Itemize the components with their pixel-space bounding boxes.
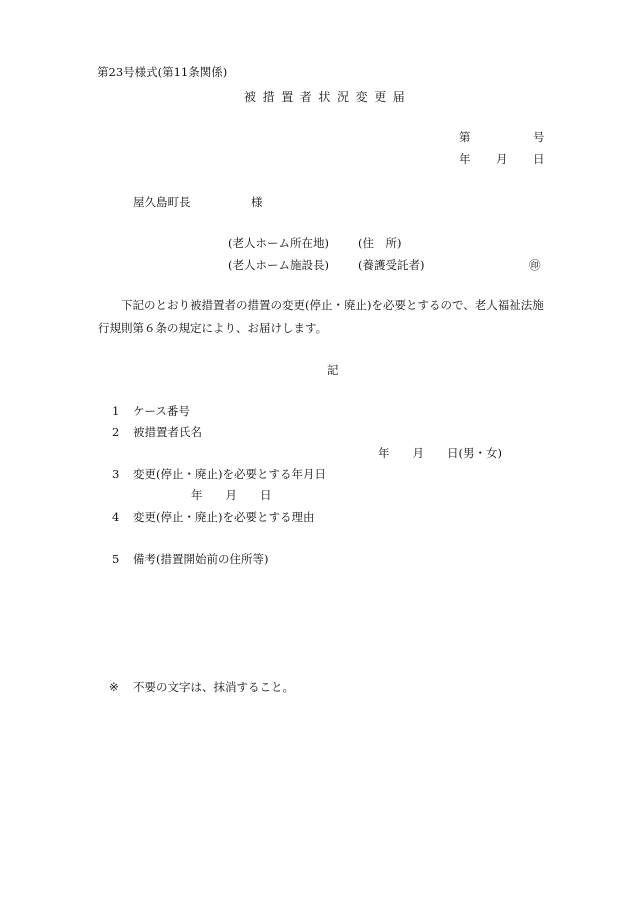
body-line-1: 下記のとおり被措置者の措置の変更(停止・廃止)を必要とするので、老人福祉法施: [121, 298, 544, 312]
address-label: (住 所): [358, 236, 402, 250]
date-day: 日: [533, 152, 545, 166]
item-3-label: 変更(停止・廃止)を必要とする年月日: [133, 467, 326, 481]
item-2-number: 2: [112, 425, 120, 439]
facility-address-label: (老人ホーム所在地): [228, 236, 329, 250]
note-mark: ※: [109, 680, 119, 694]
guardian-label: (養護受託者): [358, 258, 425, 272]
form-id: 第23号様式(第11条関係): [97, 65, 228, 79]
date-month: 月: [496, 152, 508, 166]
addressee-honorific: 様: [251, 195, 263, 209]
body-line-2: 行規則第６条の規定により、お届けします。: [98, 321, 328, 335]
item-1-label: ケース番号: [133, 404, 190, 418]
item-1-number: 1: [112, 404, 120, 418]
number-prefix: 第: [459, 130, 471, 144]
item-2-label: 被措置者氏名: [133, 425, 202, 439]
date-year: 年: [459, 152, 471, 166]
item-4-number: 4: [112, 510, 120, 524]
number-suffix: 号: [533, 130, 545, 144]
item-4-label: 変更(停止・廃止)を必要とする理由: [133, 510, 315, 524]
item-3-number: 3: [112, 467, 120, 481]
seal-mark: ㊞: [529, 258, 541, 272]
ki-heading: 記: [327, 363, 339, 377]
note-text: 不要の文字は、抹消すること。: [133, 680, 294, 694]
item-5-label: 備考(措置開始前の住所等): [133, 552, 269, 566]
addressee-name: 屋久島町長: [133, 195, 191, 209]
facility-head-label: (老人ホーム施設長): [228, 258, 329, 272]
item-5-number: 5: [112, 552, 120, 566]
document-title: 被措置者状況変更届: [244, 90, 412, 104]
item-2-birthdate-sex: 年 月 日(男・女): [378, 446, 502, 460]
item-3-date: 年 月 日: [191, 488, 272, 502]
